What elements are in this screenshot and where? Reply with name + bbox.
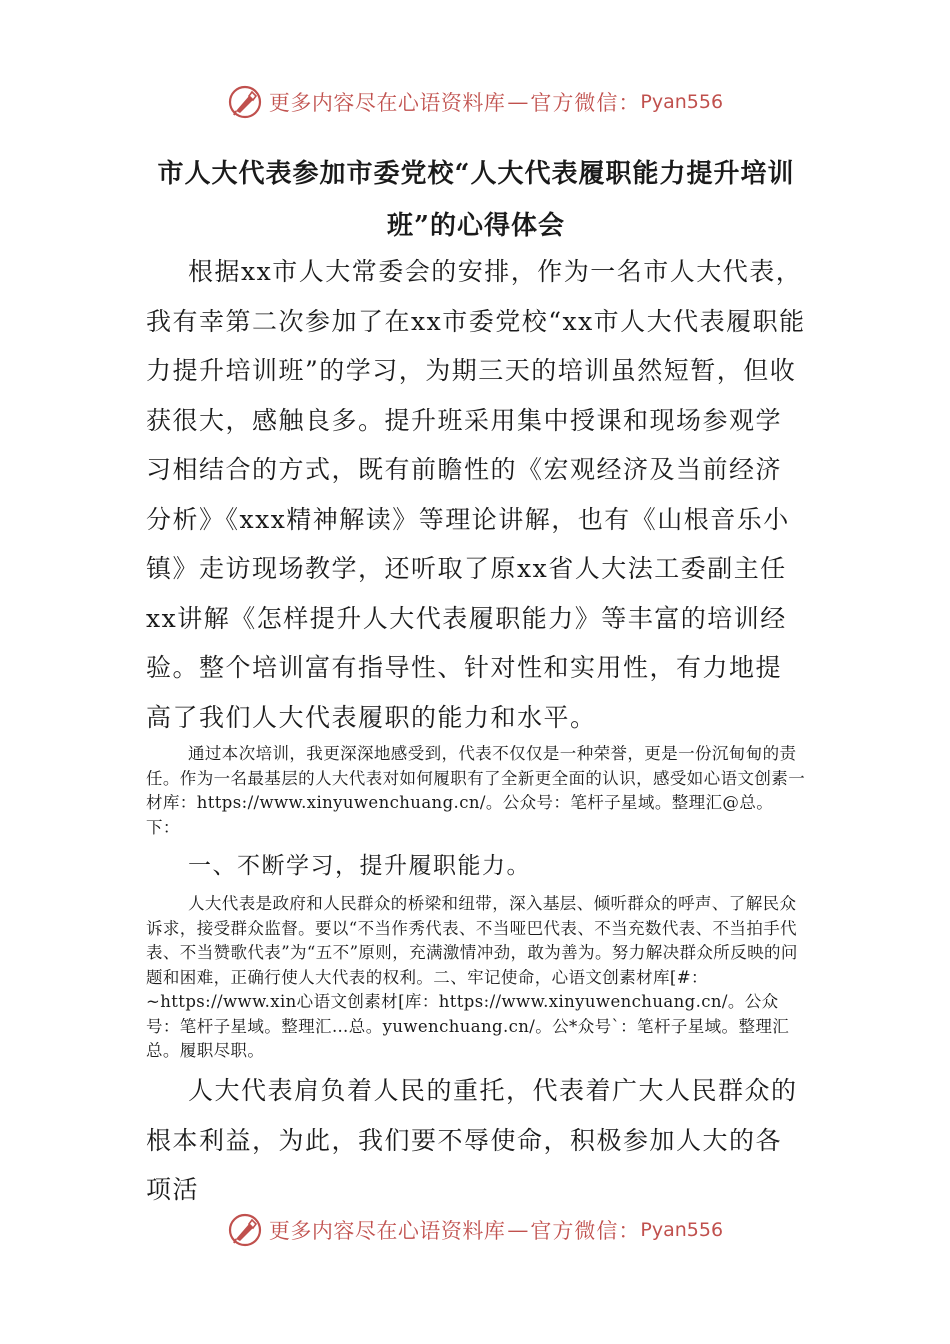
banner-wechat-handle: Pyan556 — [640, 91, 724, 113]
banner-brand-text: 更多内容尽在心语资料库 — [268, 1219, 506, 1243]
banner-official-label: 官方微信： — [530, 91, 641, 115]
header-watermark-banner — [0, 80, 950, 124]
banner-dash: — — [507, 1218, 529, 1242]
body-paragraph-2: 通过本次培训，我更深深地感受到，代表不仅仅是一种荣誉，更是一份沉甸甸的责任。作为一名最基层的人大代表对如何履职有了全新更全面的认识，感受如心语文创素一材库：https://www.xinyuwenchuang.cn/。公众号：笔杆子星域。整理汇@总。下： — [146, 744, 806, 837]
document-title: 市人大代表参加市委党校“人大代表履职能力提升培训班”的心得体会 — [157, 159, 795, 241]
footer-watermark-banner — [0, 1208, 950, 1252]
section-heading-1: 一、不断学习，提升履职能力。 — [188, 853, 531, 879]
banner-wechat-handle: Pyan556 — [640, 1219, 724, 1241]
body-paragraph-3: 人大代表是政府和人民群众的桥梁和纽带，深入基层、倾听群众的呼声、了解民众诉求，接受群众监督。要以“不当作秀代表、不当哑巴代表、不当充数代表、不当拍手代表、不当赞歌代表”为“五不”原则，充满激情冲劲，敢为善为。努力解决群众所反映的问题和困难，正确行使人大代表的权利。二、牢记使命，心语文创素材库[#：~https://www.xin心语文创素材[库：https://www.xinyuwenchuang.cn/。公众号：笔杆子星域。整理汇…总。yuwenchuang.cn/。公*众号`：笔杆子星域。整理汇总。履职尽职。 — [146, 894, 798, 1060]
pen-nib-logo-icon — [227, 1212, 263, 1248]
body-paragraph-4: 人大代表肩负着人民的重托，代表着广大人民群众的根本利益，为此，我们要不辱使命，积极参加人大的各项活 — [146, 1076, 798, 1204]
body-paragraph-1: 根据xx市人大常委会的安排，作为一名市人大代表，我有幸第二次参加了在xx市委党校“xx市人大代表履职能力提升培训班”的学习，为期三天的培训虽然短暂，但收获很大，感触良多。提升班采用集中授课和现场参观学习相结合的方式，既有前瞻性的《宏观经济及当前经济分析》《xxx精神解读》等理论讲解，也有《山根音乐小镇》走访现场教学，还听取了原xx省人大法工委副主任xx讲解《怎样提升人大代表履职能力》等丰富的培训经验。整个培训富有指导性、针对性和实用性，有力地提高了我们人大代表履职的能力和水平。 — [146, 257, 806, 732]
pen-nib-logo-icon — [227, 84, 263, 120]
banner-brand-text: 更多内容尽在心语资料库 — [268, 91, 506, 115]
banner-official-label: 官方微信： — [530, 1219, 641, 1243]
banner-dash: — — [507, 90, 529, 114]
